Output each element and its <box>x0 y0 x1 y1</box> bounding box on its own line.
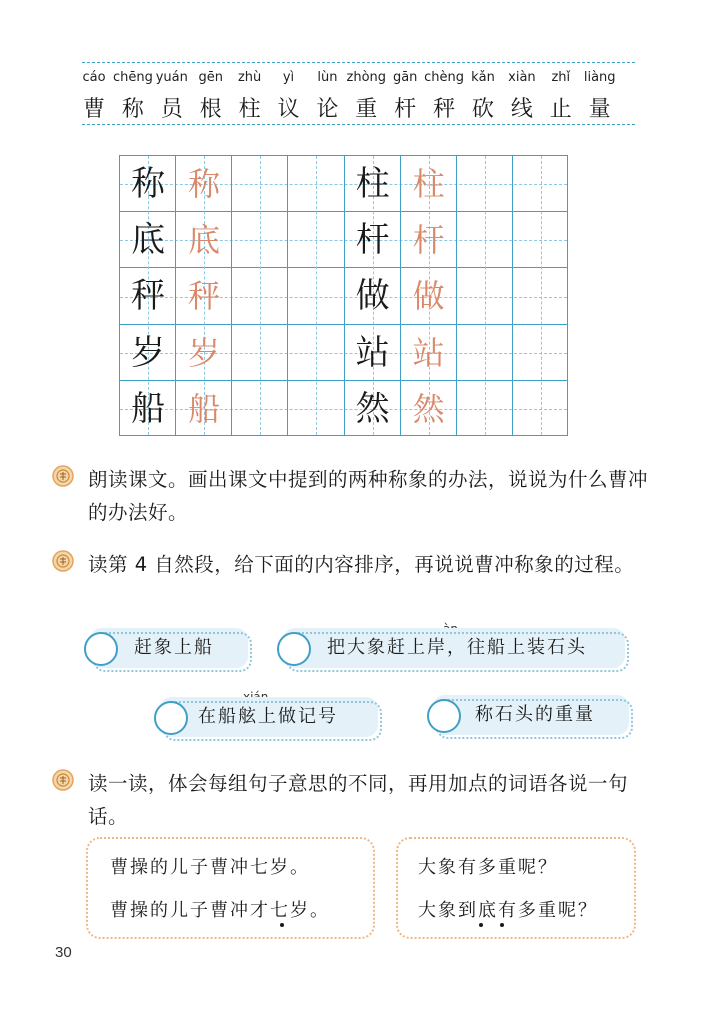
vocab-pinyin: liàng <box>583 70 616 85</box>
order-item-2-text: 把大象赶上岸，往船上装石头 <box>327 637 587 658</box>
vocab-pinyin: lùn <box>317 70 338 85</box>
sentence-right-2: 大象到底有多重呢？ <box>418 900 598 921</box>
vocab-pinyin: zhǐ <box>551 70 571 85</box>
order-item-3[interactable] <box>160 697 378 737</box>
vocab-band-bottom-border <box>82 124 635 125</box>
vocab-band-top-border <box>82 62 635 63</box>
grid-column-line <box>287 156 288 435</box>
model-character: 杆 <box>355 220 390 261</box>
vocab-pinyin: chèng <box>424 70 465 85</box>
vocab-pinyin: zhòng <box>346 70 387 85</box>
question-bullet-icon <box>52 550 74 572</box>
vocab-character: 论 <box>316 97 339 122</box>
trace-character: 柱 <box>412 165 445 203</box>
vocab-pinyin: yì <box>282 70 295 85</box>
emphasis-dot <box>280 923 284 927</box>
vocab-character: 柱 <box>238 97 261 122</box>
vocab-pinyin: cáo <box>82 70 106 85</box>
trace-character: 船 <box>188 389 221 428</box>
order-blank-circle[interactable] <box>84 632 118 666</box>
order-blank-circle[interactable] <box>427 699 461 733</box>
model-character: 底 <box>131 220 166 261</box>
question-1-text: 朗读课文。画出课文中提到的两种称象的办法，说说为什么曹冲的办法好。 <box>88 468 649 524</box>
order-item-1[interactable] <box>90 628 248 668</box>
model-character: 做 <box>355 276 390 317</box>
grid-guide-line <box>541 156 542 435</box>
order-blank-circle[interactable] <box>277 632 311 666</box>
sentence-right-1: 大象有多重呢？ <box>418 857 558 878</box>
vocab-pinyin: zhù <box>237 70 262 85</box>
vocab-character: 重 <box>355 97 378 122</box>
vocab-pinyin: kǎn <box>471 70 495 85</box>
vocab-pinyin: gēn <box>198 70 223 85</box>
vocab-character: 议 <box>277 97 300 122</box>
vocab-character: 线 <box>510 97 533 122</box>
trace-character: 杆 <box>412 221 445 260</box>
question-3-text: 读一读，体会每组句子意思的不同，再用加点的词语各说一句话。 <box>88 772 629 828</box>
model-character: 称 <box>131 164 166 204</box>
sentence-left-2: 曹操的儿子曹冲才七岁。 <box>110 900 330 921</box>
vocab-pinyin: gān <box>392 70 418 85</box>
order-item-4-text: 称石头的重量 <box>475 704 595 725</box>
emphasis-dot <box>479 923 483 927</box>
order-blank-circle[interactable] <box>154 701 188 735</box>
order-item-4[interactable] <box>433 695 629 735</box>
vocab-character: 止 <box>549 97 572 122</box>
vocab-list <box>82 66 635 122</box>
vocab-character: 曹 <box>82 97 105 122</box>
question-bullet-icon <box>52 465 74 487</box>
order-item-3-text: 在船舷上做记号 <box>198 706 338 727</box>
sentence-box-left <box>86 837 375 939</box>
order-item-2[interactable] <box>283 628 625 668</box>
page-number: 30 <box>55 944 72 961</box>
vocab-pinyin: yuán <box>155 70 188 85</box>
vocab-character: 砍 <box>471 97 494 122</box>
sentence-left-1: 曹操的儿子曹冲七岁。 <box>110 857 310 878</box>
vocab-character: 员 <box>160 97 183 122</box>
model-character: 船 <box>131 388 166 429</box>
trace-character: 称 <box>188 165 221 203</box>
trace-character: 然 <box>412 389 445 428</box>
model-character: 柱 <box>355 164 390 204</box>
grid-guide-line <box>260 156 261 435</box>
trace-character: 岁 <box>188 333 221 372</box>
vocab-character: 秤 <box>433 97 456 122</box>
vocab-pinyin: chēng <box>112 70 153 85</box>
grid-guide-line <box>316 156 317 435</box>
trace-character: 秤 <box>188 277 221 316</box>
model-character: 然 <box>355 388 390 429</box>
trace-character: 底 <box>188 221 221 260</box>
sentence-box-right <box>396 837 636 939</box>
emphasis-dot <box>500 923 504 927</box>
vocab-character: 根 <box>199 97 222 122</box>
question-bullet-icon <box>52 769 74 791</box>
model-character: 站 <box>355 332 390 373</box>
grid-guide-line <box>485 156 486 435</box>
question-2-text: 读第 4 自然段，给下面的内容排序，再说说曹冲称象的过程。 <box>88 553 635 576</box>
model-character: 岁 <box>131 332 166 373</box>
vocab-character: 称 <box>121 97 144 122</box>
trace-character: 站 <box>412 333 445 372</box>
vocab-character: 量 <box>588 97 611 122</box>
vocab-pinyin: xiàn <box>508 70 536 85</box>
grid-column-line <box>512 156 513 435</box>
model-character: 秤 <box>131 276 166 317</box>
order-item-1-text: 赶象上船 <box>134 637 214 658</box>
trace-character: 做 <box>412 277 445 316</box>
vocab-character: 杆 <box>394 97 417 122</box>
writing-grid <box>119 155 568 436</box>
